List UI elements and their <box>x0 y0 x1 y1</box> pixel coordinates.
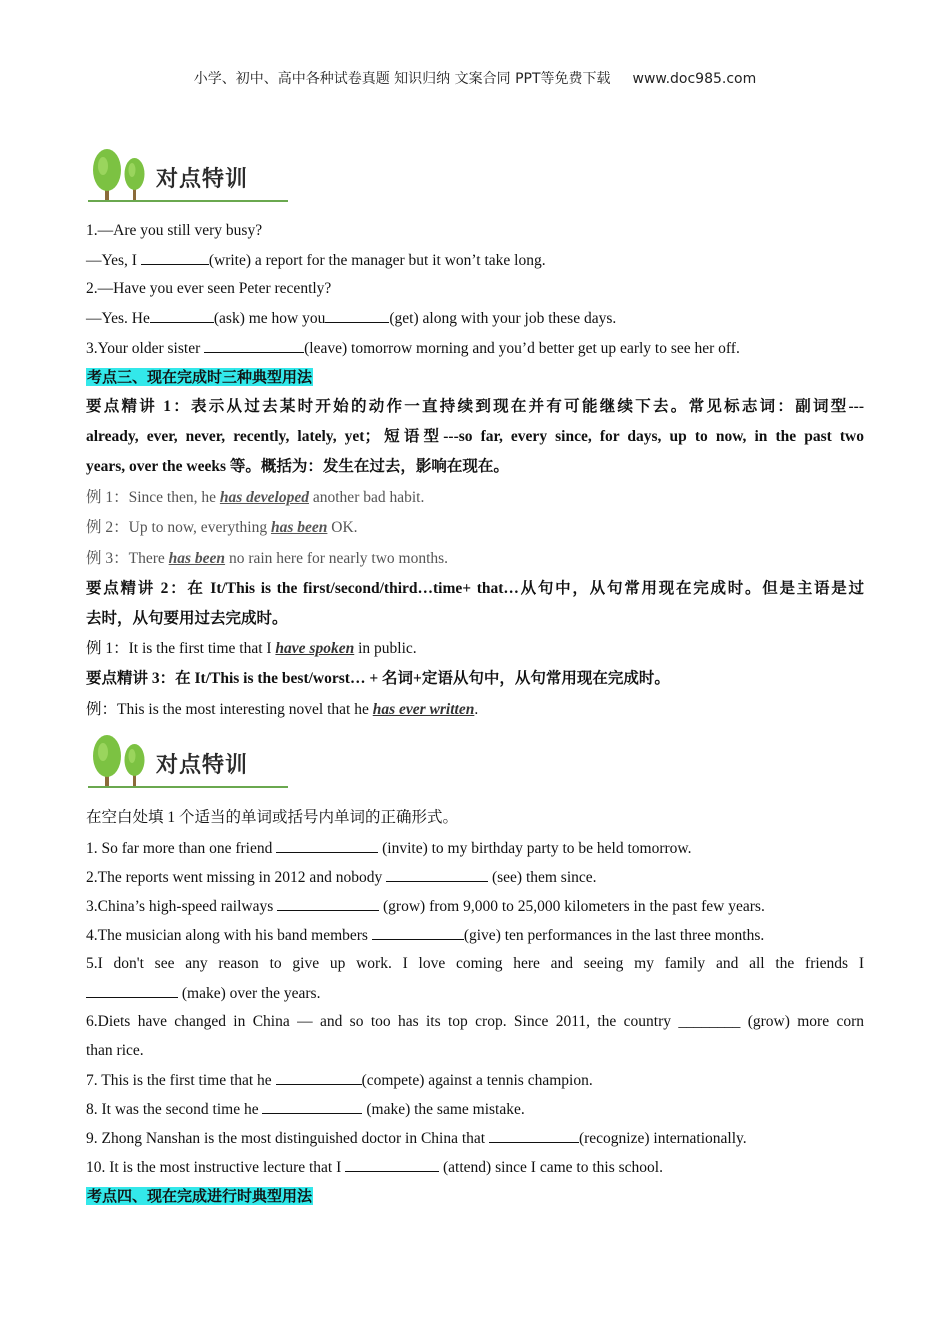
answer-blank[interactable] <box>204 338 304 353</box>
tree-icon <box>88 148 158 204</box>
section3-point2-line1: 要点精讲 2：在 It/This is the first/second/third…time+ that…从句中，从句常用现在完成时。但是主语是过 <box>86 580 864 597</box>
section3-title: 考点三、现在完成时三种典型用法 <box>87 368 313 386</box>
answer-blank[interactable] <box>386 867 488 882</box>
answer-blank[interactable] <box>86 983 178 998</box>
section3-point1-line1: 要点精讲 1：表示从过去某时开始的动作一直持续到现在并有可能继续下去。常见标志词：副词型--- <box>86 398 864 415</box>
example-answer: has developed <box>219 489 309 506</box>
section3-point1-line3: years, over the weeks 等。概括为：发生在过去，影响在现在。 <box>86 458 509 475</box>
answer-blank[interactable] <box>345 1157 439 1172</box>
exercise2-q10: 10. It is the most instructive lecture that I (attend) since I came to this school. <box>86 1159 663 1176</box>
answer-blank[interactable] <box>372 925 464 940</box>
section3-point1-line2: already, ever, never, recently, lately, yet；短语型---so far, every since, for days, up to now, in the past two <box>86 428 864 445</box>
page-header <box>0 68 950 88</box>
answer-blank[interactable] <box>150 308 214 323</box>
exercise1-q2a: 2.—Have you ever seen Peter recently? <box>86 280 332 297</box>
header-site: www.doc985.com <box>632 71 757 87</box>
exercise2-q2: 2.The reports went missing in 2012 and nobody (see) them since. <box>86 869 597 886</box>
section3-example1: 例 1：Since then, he has developed another bad habit. <box>86 489 425 506</box>
section-banner-2 <box>88 734 298 792</box>
exercise2-q5-line2: (make) over the years. <box>86 983 864 1004</box>
section3-example5: 例：This is the most interesting novel that he has ever written. <box>86 701 479 718</box>
answer-blank[interactable] <box>262 1099 362 1114</box>
section3-example4: 例 1：It is the first time that I have spoken in public. <box>86 640 417 657</box>
banner-underline <box>88 200 288 202</box>
section3-point2-line2: 去时，从句要用过去完成时。 <box>86 610 288 627</box>
answer-blank[interactable] <box>277 896 379 911</box>
answer-blank[interactable] <box>489 1128 579 1143</box>
exercise2-instruction: 在空白处填 1 个适当的单词或括号内单词的正确形式。 <box>86 809 459 826</box>
exercise2-q8: 8. It was the second time he (make) the same mistake. <box>86 1101 525 1118</box>
header-text: 小学、初中、高中各种试卷真题 知识归纳 文案合同 PPT等免费下载 <box>193 71 611 87</box>
example-answer: has been <box>168 550 226 567</box>
answer-blank[interactable] <box>325 308 389 323</box>
example-answer: has ever written <box>372 701 475 718</box>
exercise2-q4: 4.The musician along with his band members (give) ten performances in the last three months. <box>86 927 765 944</box>
tree-icon <box>88 734 158 790</box>
exercise2-q5-line1: 5.I don't see any reason to give up work. I love coming here and seeing my family and all the friends I <box>86 955 864 972</box>
exercise2-q7: 7. This is the first time that he (compete) against a tennis champion. <box>86 1072 593 1089</box>
section3-example3: 例 3：There has been no rain here for nearly two months. <box>86 550 449 567</box>
section4-title: 考点四、现在完成进行时典型用法 <box>87 1187 313 1205</box>
example-answer: have spoken <box>275 640 355 657</box>
exercise2-q9: 9. Zhong Nanshan is the most distinguished doctor in China that (recognize) internationally. <box>86 1130 747 1147</box>
exercise2-q6-line2: than rice. <box>86 1042 144 1059</box>
banner-title: 对点特训 <box>156 167 249 192</box>
exercise2-q1: 1. So far more than one friend (invite) to my birthday party to be held tomorrow. <box>86 840 692 857</box>
exercise1-q1a: 1.—Are you still very busy? <box>86 222 263 239</box>
exercise1-q2b: —Yes. He (ask) me how you (get) along with your job these days. <box>86 310 617 327</box>
banner-title: 对点特训 <box>156 753 249 778</box>
exercise2-q6-line1: 6.Diets have changed in China — and so too has its top crop. Since 2011, the country ________ (grow) more corn <box>86 1013 864 1030</box>
exercise1-q1b: —Yes, I (write) a report for the manager but it won’t take long. <box>86 252 546 269</box>
answer-blank[interactable] <box>276 838 378 853</box>
exercise2-q3: 3.China’s high-speed railways (grow) from 9,000 to 25,000 kilometers in the past few years. <box>86 898 765 915</box>
banner-underline <box>88 786 288 788</box>
answer-blank[interactable] <box>276 1070 362 1085</box>
answer-blank[interactable] <box>141 250 209 265</box>
section3-point3: 要点精讲 3：在 It/This is the best/worst… + 名词+定语从句中，从句常用现在完成时。 <box>86 670 670 687</box>
example-answer: has been <box>270 519 328 536</box>
section3-example2: 例 2：Up to now, everything has been OK. <box>86 519 358 536</box>
section-banner-1 <box>88 148 298 206</box>
exercise1-q3: 3.Your older sister (leave) tomorrow morning and you’d better get up early to see her off. <box>86 340 740 357</box>
